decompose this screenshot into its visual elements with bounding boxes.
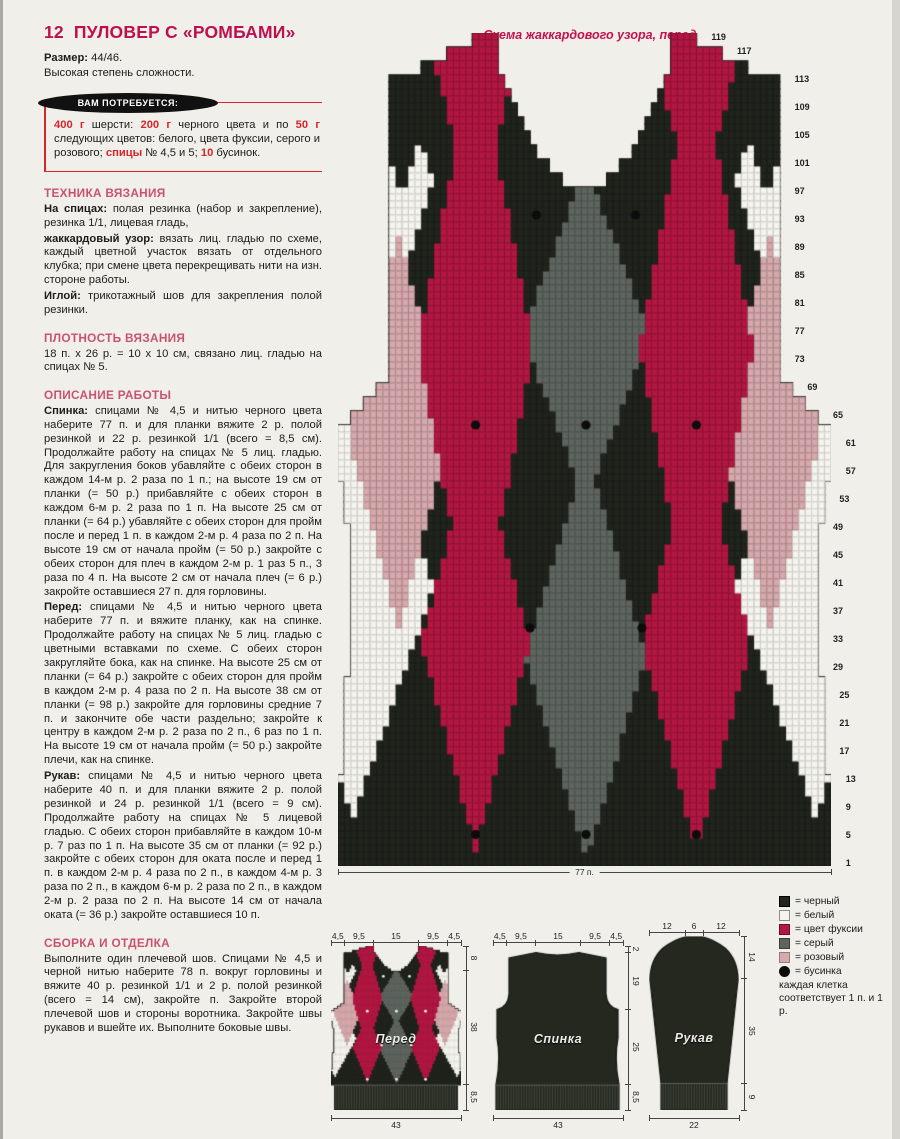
jacquard-chart-canvas [338, 33, 831, 866]
chart-row-number: 85 [794, 269, 805, 280]
fuchsia-swatch-icon [779, 924, 790, 935]
front-piece-label: Перед [375, 1032, 417, 1046]
materials-pill: ВАМ ПОТРЕБУЕТСЯ: [38, 93, 218, 113]
page-title [44, 22, 322, 44]
jacquard-chart [338, 31, 856, 868]
sleeve-bottom-dim [649, 1115, 759, 1131]
sleeve-piece-label: Рукав [674, 1031, 714, 1045]
chart-row-number: 5 [845, 829, 851, 840]
dim-label: 77 п. [569, 867, 600, 877]
chart-row-number: 61 [845, 437, 856, 448]
dim-label: 22 [689, 1120, 699, 1130]
chart-row-number: 117 [737, 45, 752, 56]
section-assembly-header: СБОРКА И ОТДЕЛКА [44, 935, 170, 950]
dim-label: 4,5 [331, 931, 344, 941]
dim-label: 2 [631, 946, 641, 952]
dim-label: 6 [691, 921, 697, 931]
chart-row-number: 105 [794, 129, 810, 140]
legend-note: каждая клетка соответствует 1 п. и 1 р. [779, 980, 883, 1017]
front-right-dims [461, 946, 481, 1115]
dim-label: 15 [391, 931, 401, 941]
technique-jacquard: жаккардовый узор: вязать лиц. гладью по схеме, каждый цветной участок вязать от отдельного клубка; при смене цвета перекрещивать нити на изн. стороне работы. [44, 232, 322, 287]
chart-row-number: 89 [794, 241, 805, 252]
work-back: Спинка: спицами № 4,5 и нитью черного цвета наберите 77 п. и для планки вяжите 2 р. полой резинкой и 22 р. резинкой 1/1 (всего = 8,5 см). Продолжайте работу на спицах № 5 лиц. гладью. Для закругления боков убавляйте с обеих сторон в каждом 14-м р. 2 раза по 1 п.; на высоте 19 см от планки (= 50 р.) прибавляйте с обеих сторон в каждом 6-м р. 2 раза по 1 п. На высоте 25 см от планки (= 64 р.) убавляйте с обеих сторон для пройм после и перед 1 п. в каждом 2-м р. 4 раза по 2 п. На высоте 19 см от начала пройм (= 50 р.) закройте с обеих сторон для плеч в каждом 2-м р. 1 раз 5 п., 3 раза по 4 п. На высоте 2 см от начала плеч (= 6 р.) закройте оставшиеся 27 п. для горловины. [44, 404, 322, 598]
dim-label: 35 [747, 1025, 757, 1036]
section-work-header: ОПИСАНИЕ РАБОТЫ [44, 388, 172, 403]
dim-label: 43 [391, 1120, 401, 1130]
back-piece-canvas [493, 946, 623, 1110]
dim-label: 25 [631, 1042, 641, 1052]
back-top-dims [493, 930, 643, 946]
dim-label: 4,5 [493, 931, 506, 941]
bead-swatch-icon [779, 966, 790, 977]
chart-row-number: 73 [794, 353, 805, 364]
chart-row-number: 17 [839, 745, 850, 756]
difficulty-line: Высокая степень сложности. [44, 66, 195, 79]
chart-row-number: 53 [839, 493, 850, 504]
chart-row-number: 65 [833, 409, 844, 420]
legend-item-fuchsia: = цвет фуксии [779, 924, 897, 935]
dim-label: 15 [553, 931, 563, 941]
pink-swatch-icon [779, 952, 790, 963]
pattern-number: 12 [44, 22, 64, 42]
chart-row-number: 57 [845, 465, 856, 476]
dim-label: 4,5 [448, 931, 461, 941]
schematic-back [493, 930, 643, 1131]
dim-label: 9 [747, 1094, 757, 1099]
legend-item-pink: = розовый [779, 952, 897, 963]
back-bottom-dim [493, 1115, 643, 1131]
technique-needle: Иглой: трикотажный шов для закрепления полой резинки. [44, 290, 322, 316]
dim-label: 38 [469, 1022, 479, 1032]
materials-text: 400 г шерсти: 200 г черного цвета и по 50 г следующих цветов: белого, цвета фуксии, серого и розового; спицы № 4,5 и 5; 10 бусинок. [54, 119, 320, 160]
legend-item-white: = белый [779, 910, 897, 921]
chart-width-dim [338, 869, 831, 885]
chart-row-number: 33 [833, 633, 844, 644]
front-bottom-dim [331, 1115, 481, 1131]
dim-label: 19 [631, 975, 641, 986]
gray-swatch-icon [779, 938, 790, 949]
dim-label: 12 [662, 921, 672, 931]
back-right-dims [623, 946, 643, 1115]
dim-label: 9,5 [589, 931, 601, 941]
dim-label: 43 [553, 1120, 563, 1130]
sleeve-right-dims [739, 936, 759, 1115]
dim-label: 4,5 [610, 931, 623, 941]
work-sleeve: Рукав: спицами № 4,5 и нитью черного цвета наберите 40 п. и для планки вяжите 2 р. полой резинкой и 24 р. резинкой 1/1 (всего = 9 см). Продолжайте работу на спицах № 5 лицевой гладью. С обеих сторон прибавляйте в каждом 10-м р. 7 раз по 1 п. На высоте 35 см от планки (= 92 р.) закройте с обеих сторон для оката после и перед 1 п. в каждом 2-м р. 4 раза по 2 п., в каждом 4-м р. 3 раза по 2 п., в каждом 6-м р. 2 раза по 2 п., в каждом 2-м р. 2 раза по 2 п. На высоте 14 см от начала оката (= 36 р.) закройте оставшиеся 10 п. [44, 770, 322, 921]
schematic-sleeve [649, 920, 759, 1131]
chart-legend [779, 896, 897, 1019]
legend-item-black: = черный [779, 896, 897, 907]
section-gauge-header: ПЛОТНОСТЬ ВЯЗАНИЯ [44, 330, 186, 345]
dim-label: 8,5 [469, 1091, 479, 1104]
schematic-front [331, 930, 481, 1131]
section-technique-header: ТЕХНИКА ВЯЗАНИЯ [44, 186, 166, 201]
chart-row-number: 45 [833, 549, 844, 560]
chart-row-number: 21 [839, 717, 850, 728]
chart-row-number: 29 [833, 661, 844, 672]
chart-row-number: 69 [807, 381, 818, 392]
chart-row-number: 9 [845, 801, 851, 812]
materials-box [44, 98, 322, 172]
front-top-dims [331, 930, 481, 946]
work-front: Перед: спицами № 4,5 и нитью черного цвета наберите 77 п. и вяжите планку, как на спинке. Продолжайте работу на спицах № 5 лиц. гладью с цветными вставками по схеме. С обеих сторон закругляйте бока, как на спинке. На высоте 25 см от планки (= 64 р.) закройте с обеих сторон для пройм в каждом 2-м р. 4 раза по 2 п. На высоте 38 см от планки (= 98 р.) закройте для горловины средние 7 п. и закончите обе части раздельно; закройте к центру в каждом 2-м р. 2 раза по 2 п., 6 раз по 1 п. На высоте 19 см от начала пройм (= 50 р.) закройте плечи, как на спинке. [44, 601, 322, 767]
chart-row-number: 77 [794, 325, 805, 336]
dim-label: 14 [747, 952, 757, 962]
pattern-title: ПУЛОВЕР С «РОМБАМИ» [73, 22, 296, 42]
chart-row-number: 1 [845, 857, 851, 868]
dim-label: 9,5 [353, 931, 365, 941]
size-line: Размер: 44/46. [44, 51, 123, 64]
back-piece-label: Спинка [533, 1032, 583, 1046]
chart-row-number: 49 [833, 521, 844, 532]
chart-row-number: 97 [794, 185, 805, 196]
chart-row-number: 25 [839, 689, 850, 700]
sleeve-piece-canvas [649, 936, 739, 1110]
chart-row-number: 41 [833, 577, 844, 588]
chart-row-number: 37 [833, 605, 844, 616]
chart-row-number: 81 [794, 297, 805, 308]
chart-row-number: 93 [794, 213, 805, 224]
front-piece-canvas [331, 946, 461, 1110]
dim-label: 12 [716, 921, 726, 931]
dim-label: 9,5 [427, 931, 439, 941]
instructions-column [44, 22, 322, 1038]
assembly-text: Выполните один плечевой шов. Спицами № 4,5 и черной нитью наберите 78 п. вокруг горловины и вяжите 40 р. резинкой 1/1 и 2 р. полой резинкой (всего = 14 см), закройте п. Закройте второй плечевой шов и стороны воротника. Закройте швы рукавов и вшейте их. Выполните боковые швы. [44, 952, 322, 1034]
dim-label: 9,5 [515, 931, 527, 941]
chart-row-number: 101 [794, 157, 810, 168]
dim-label: 8,5 [631, 1091, 641, 1104]
white-swatch-icon [779, 910, 790, 921]
black-swatch-icon [779, 896, 790, 907]
chart-row-number: 119 [711, 31, 726, 42]
chart-row-number: 109 [794, 101, 810, 112]
sleeve-top-dims [649, 920, 759, 936]
chart-row-number: 13 [845, 773, 856, 784]
legend-item-bead: = бусинка [779, 966, 897, 977]
gauge-text: 18 п. х 26 р. = 10 х 10 см, связано лиц. гладью на спицах № 5. [44, 347, 322, 374]
chart-row-number: 113 [794, 73, 810, 84]
legend-item-gray: = серый [779, 938, 897, 949]
technique-needles: На спицах: полая резинка (набор и закрепление), резинка 1/1, лицевая гладь, [44, 202, 322, 229]
dim-label: 8 [469, 955, 479, 961]
